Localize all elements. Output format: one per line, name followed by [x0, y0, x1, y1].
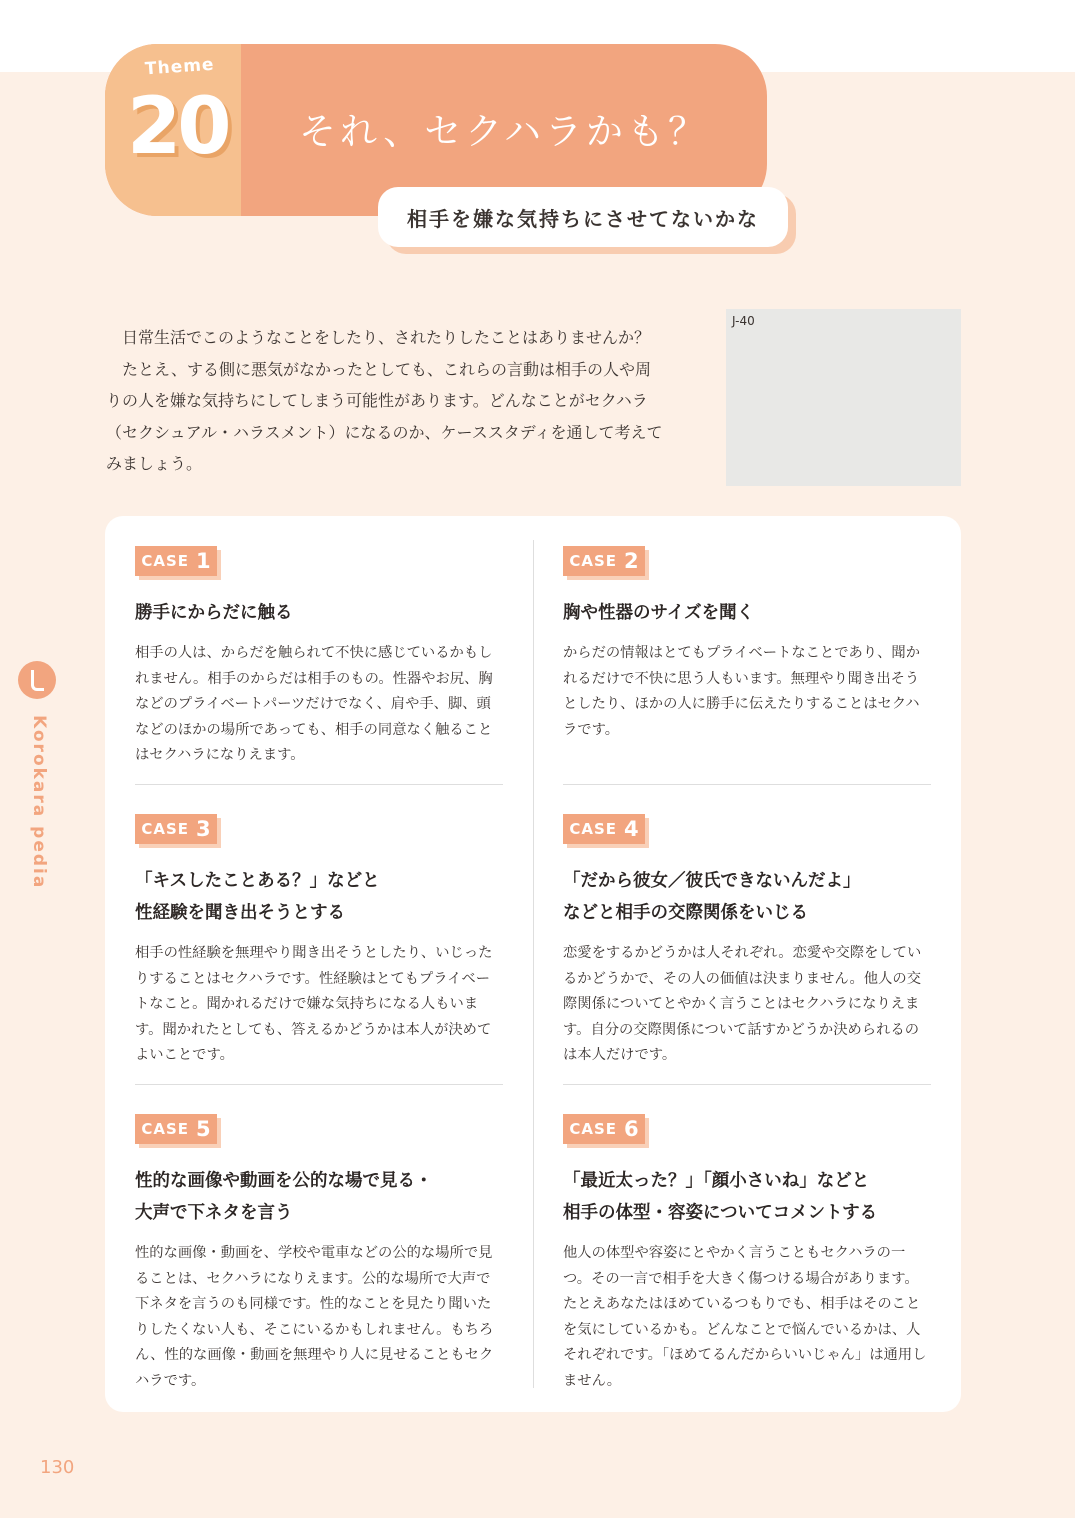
case-title-line-1: 胸や性器のサイズを聞く [563, 603, 755, 623]
case-word: CASE [141, 552, 190, 570]
case-tag-label [563, 1114, 645, 1144]
row-divider [563, 784, 931, 785]
case-title [135, 597, 503, 629]
case-title-line-1: 「キスしたことある？」などと [135, 871, 380, 891]
case-tag-label [563, 814, 645, 844]
case-tag [135, 814, 217, 844]
case-tag [135, 1114, 217, 1144]
case-6 [563, 1114, 931, 1394]
case-tag-label [135, 546, 217, 576]
case-title-line-2: 大声で下ネタを言う [135, 1203, 293, 1223]
intro-text [106, 322, 666, 480]
theme-number-panel [105, 44, 241, 216]
case-study-card [105, 516, 961, 1412]
case-body: 他人の体型や容姿にとやかく言うこともセクハラの一つ。その一言で相手を大きく傷つける場合があります。たとえあなたはほめているつもりでも、相手はそのことを気にしているかも。どんなことで悩んでいるかは、人それぞれです。「ほめてるんだからいいじゃん」は通用しません。 [563, 1245, 927, 1389]
case-body: 恋愛をするかどうかは人それぞれ。恋愛や交際をしているかどうかで、その人の価値は決まりません。他人の交際関係についてとやかく言うことはセクハラになりえます。自分の交際関係について話すかどうか決められるのは本人だけです。 [563, 945, 922, 1063]
figure-label: J-40 [732, 314, 755, 328]
case-word: CASE [569, 552, 618, 570]
case-3 [135, 814, 503, 1069]
case-1 [135, 546, 503, 769]
page-number: 130 [40, 1457, 75, 1478]
case-tag-label [135, 814, 217, 844]
case-tag [563, 1114, 645, 1144]
case-title-line-2: 相手の体型・容姿についてコメントする [563, 1203, 878, 1223]
case-5 [135, 1114, 503, 1394]
theme-number: 20 [127, 82, 228, 172]
case-word: CASE [141, 1120, 190, 1138]
case-word: CASE [141, 820, 190, 838]
row-divider [563, 1084, 931, 1085]
case-tag-label [135, 1114, 217, 1144]
case-number: 3 [196, 817, 211, 841]
column-divider [533, 540, 534, 1388]
case-body: 性的な画像・動画を、学校や電車などの公的な場所で見ることは、セクハラになりえます。公的な場所で大声で下ネタを言うのも同様です。性的なことを見たり聞いたりしたくない人も、そこにいるかもしれません。もちろん、性的な画像・動画を無理やり人に見せることもセクハラです。 [135, 1245, 494, 1389]
page-title: それ、セクハラかも？ [299, 110, 709, 153]
case-title-line-1: 勝手にからだに触る [135, 603, 293, 623]
case-tag [563, 546, 645, 576]
case-title [135, 1165, 503, 1229]
case-title-line-2: などと相手の交際関係をいじる [563, 903, 808, 923]
case-body: からだの情報はとてもプライベートなことであり、聞かれるだけで不快に思う人もいます。無理やり聞き出そうとしたり、ほかの人に勝手に伝えたりすることはセクハラです。 [563, 645, 920, 738]
row-divider [135, 784, 503, 785]
case-2 [563, 546, 931, 743]
case-title-line-1: 「だから彼女／彼氏できないんだよ」 [563, 871, 861, 891]
side-tab-text: Korokara pedia [29, 715, 49, 890]
subtitle-badge [378, 187, 788, 247]
case-number: 5 [196, 1117, 211, 1141]
case-word: CASE [569, 1120, 618, 1138]
case-title-line-1: 性的な画像や動画を公的な場で見る・ [135, 1171, 433, 1191]
case-title-line-1: 「最近太った？」「顔小さいね」などと [563, 1171, 870, 1191]
case-tag [135, 546, 217, 576]
theme-label: Theme [144, 54, 216, 80]
case-title [563, 865, 931, 929]
case-number: 4 [624, 817, 639, 841]
case-word: CASE [569, 820, 618, 838]
case-number: 1 [196, 549, 211, 573]
korokara-logo-icon [18, 661, 56, 699]
case-body: 相手の人は、からだを触られて不快に感じているかもしれません。相手のからだは相手のもの。性器やお尻、胸などのプライベートパーツだけでなく、肩や手、脚、頭などのほかの場所であっても、相手の同意なく触ることはセクハラになりえます。 [135, 645, 493, 763]
case-number: 6 [624, 1117, 639, 1141]
case-title-line-2: 性経験を聞き出そうとする [135, 903, 345, 923]
case-number: 2 [624, 549, 639, 573]
figure-placeholder [726, 309, 961, 486]
row-divider [135, 1084, 503, 1085]
case-title [563, 1165, 931, 1229]
intro-paragraph-1: 日常生活でこのようなことをしたり、されたりしたことはありませんか？ [122, 328, 651, 347]
case-tag [563, 814, 645, 844]
case-4 [563, 814, 931, 1069]
case-tag-label [563, 546, 645, 576]
case-body: 相手の性経験を無理やり聞き出そうとしたり、いじったりすることはセクハラです。性経験はとてもプライベートなこと。聞かれるだけで嫌な気持ちになる人もいます。聞かれたとしても、答えるかどうかは本人が決めてよいことです。 [135, 945, 493, 1063]
case-title [135, 865, 503, 929]
intro-paragraph-2: たとえ、する側に悪気がなかったとしても、これらの言動は相手の人や周りの人を嫌な気持ちにしてしまう可能性があります。どんなことがセクハラ（セクシュアル・ハラスメント）になるのか、ケーススタディを通して考えてみましょう。 [106, 359, 663, 473]
case-title [563, 597, 931, 629]
subtitle: 相手を嫌な気持ちにさせてないかな [378, 187, 788, 247]
